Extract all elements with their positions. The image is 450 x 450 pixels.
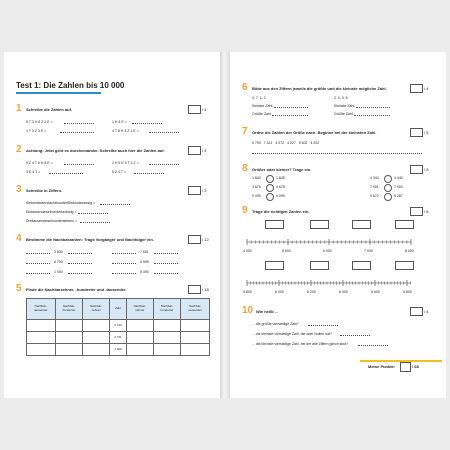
table-cell[interactable] (27, 320, 56, 332)
task-1-item-3: 1 T 3 Z 3 E = (26, 129, 47, 133)
table-cell[interactable] (153, 344, 181, 356)
task-7-score: / 5 (424, 130, 429, 135)
task-4-item-4: 4 999 (140, 260, 149, 264)
task-3-score: / 3 (202, 188, 207, 193)
task-4-successor-4[interactable] (154, 263, 178, 264)
compare-left: 5 672 (370, 194, 379, 198)
task-6-label-2: Kleinste Zahl: (334, 104, 356, 108)
task-1-item-2: 1 H 4 E = (112, 120, 127, 124)
table-cell[interactable] (126, 332, 153, 344)
task-1-answer-3[interactable] (60, 132, 94, 133)
task-10-text: Wie heißt ... (256, 309, 279, 314)
table-cell[interactable] (83, 320, 110, 332)
table-cell[interactable] (83, 344, 110, 356)
numberline-2-label: 6 400 (339, 290, 348, 294)
task-4-predecessor-4[interactable] (112, 263, 136, 264)
task-3-answer-3[interactable] (80, 222, 110, 223)
task-10-answer-1[interactable] (308, 325, 338, 326)
task-10-score-box[interactable] (410, 307, 423, 316)
task-6-set-1: 4, 7, 1, 2 (252, 96, 266, 100)
task-9-score: / 8 (424, 209, 429, 214)
table-row (27, 332, 210, 344)
task-3-item-3: Dreitausendzweihundertsieben = (26, 219, 78, 223)
task-5-score-box[interactable] (188, 285, 201, 294)
task-2-answer-2[interactable] (149, 164, 179, 165)
task-1-answer-2[interactable] (132, 123, 162, 124)
table-cell[interactable] (27, 332, 56, 344)
task-4-item-5: 1 000 (54, 270, 63, 274)
task-4-predecessor-3[interactable] (26, 263, 50, 264)
task-4-predecessor-2[interactable] (112, 253, 136, 254)
table-header: Nachbar- hunderter (153, 299, 181, 320)
task-4-item-2: 7 651 (140, 250, 149, 254)
task-4-number: 4 (16, 233, 22, 244)
table-header: Nachbar- zehner (126, 299, 153, 320)
table-cell[interactable] (126, 344, 153, 356)
task-10-score: / 4 (424, 309, 429, 314)
task-10-question-1: ... die größte vierstellige Zahl? (252, 322, 299, 326)
task-2-item-1: 9 Z 4 T 6 H 8 E = (26, 161, 53, 165)
numberline-2-label: 6 200 (307, 290, 316, 294)
task-8-score: / 6 (424, 167, 429, 172)
task-2-item-2: 2 H 5 E 9 T 3 Z = (112, 161, 139, 165)
task-4-text: Bestimme die Nachbarzahlen: Trage Vorgänger und Nachfolger ein. (26, 237, 154, 242)
task-4-item-1: 3 830 (54, 250, 63, 254)
task-2-score: / 4 (202, 148, 207, 153)
task-4-score: / 12 (202, 237, 209, 242)
numberline-2-label: 5 800 (243, 290, 252, 294)
numberlines (230, 52, 446, 398)
task-1-number: 1 (16, 103, 22, 114)
task-2-text: Achtung: Jetzt geht es durcheinander. Schreibe auch hier die Zahlen auf. (26, 148, 165, 153)
task-1-text: Schreibe die Zahlen auf. (26, 107, 73, 112)
task-6-number: 6 (242, 82, 248, 93)
task-10-answer-3[interactable] (358, 345, 388, 346)
table-cell[interactable] (83, 332, 110, 344)
task-10-number: 10 (242, 305, 254, 316)
table-cell[interactable] (153, 332, 181, 344)
compare-right: 7 900 (394, 185, 403, 189)
task-9-number: 9 (242, 205, 248, 216)
table-cell[interactable] (181, 332, 210, 344)
task-4-successor-5[interactable] (68, 273, 92, 274)
numberline-1-label: 7 000 (364, 249, 373, 253)
numberline-2-label: 6 000 (275, 290, 284, 294)
compare-left: 3 876 (252, 185, 261, 189)
task-2-item-3: 3 E 4 T = (26, 170, 41, 174)
task-4-predecessor-5[interactable] (26, 273, 50, 274)
task-5-score: / 18 (202, 287, 209, 292)
table-cell[interactable] (181, 320, 210, 332)
task-4-predecessor-6[interactable] (112, 273, 136, 274)
task-6-label-4: Größte Zahl: (334, 112, 354, 116)
table-cell[interactable] (27, 344, 56, 356)
task-1-score: / 4 (202, 107, 207, 112)
table-cell[interactable] (55, 344, 83, 356)
footer-label: Meine Punkte: (368, 364, 396, 369)
compare-right: 1 845 (276, 176, 285, 180)
table-header: Nachbar- tausender (181, 299, 210, 320)
task-4-successor-2[interactable] (154, 253, 178, 254)
table-cell-number: 1 369 (109, 344, 126, 356)
task-2-number: 2 (16, 144, 22, 155)
task-3-answer-2[interactable] (78, 213, 108, 214)
task-1-item-1: 5 T 3 H 8 Z 2 E = (26, 120, 53, 124)
total-score-box[interactable] (400, 362, 411, 372)
task-4-successor-1[interactable] (68, 253, 92, 254)
task-1-answer-1[interactable] (64, 123, 94, 124)
table-row (27, 320, 210, 332)
task-3-text: Schreibe in Ziffern. (26, 188, 63, 193)
task-2-answer-3[interactable] (49, 173, 83, 174)
table-header: Nachbar- zehner (83, 299, 110, 320)
numberline-2-label: 6 600 (371, 290, 380, 294)
left-page (4, 52, 220, 398)
task-8-number: 8 (242, 163, 248, 174)
task-1-score-box[interactable] (188, 105, 201, 114)
task-3-answer-1[interactable] (100, 204, 130, 205)
task-4-score-box[interactable] (188, 235, 201, 244)
table-cell[interactable] (55, 332, 83, 344)
numberline-2-answer-box[interactable] (352, 261, 371, 270)
numberline-1-label: 5 000 (282, 249, 291, 253)
task-6-score: / 4 (424, 86, 429, 91)
numberline-2 (247, 280, 411, 286)
task-5-text: Finde die Nachbarzehner, -hunderter und -tausender. (26, 287, 127, 292)
table-cell-number: 3 743 (109, 320, 126, 332)
task-4-item-3: 6 700 (54, 260, 63, 264)
task-2-answer-1[interactable] (64, 164, 94, 165)
table-cell[interactable] (126, 320, 153, 332)
task-6-text: Bilde aus den Ziffern jeweils die größte und die kleinste mögliche Zahl. (252, 86, 387, 91)
compare-left: 9 090 (252, 194, 261, 198)
task-3-number: 3 (16, 184, 22, 195)
task-9-text: Trage die richtigen Zahlen ein. (252, 209, 310, 214)
numberline-1 (247, 239, 411, 245)
compare-right: 4 678 (276, 185, 285, 189)
task-10-answer-2[interactable] (340, 335, 370, 336)
task-10-question-2: ... die kleinste vierstellige Zahl, die zwei Nullen hat? (252, 332, 332, 336)
table-cell[interactable] (181, 344, 210, 356)
compare-left: 7 901 (370, 185, 379, 189)
task-4-successor-3[interactable] (68, 263, 92, 264)
task-1-answer-4[interactable] (149, 132, 179, 133)
neighbor-table (26, 298, 210, 356)
numberline-2-answer-box[interactable] (265, 261, 284, 270)
numberline-1-label: 4 000 (243, 249, 252, 253)
task-2-score-box[interactable] (188, 146, 201, 155)
task-2-item-4: 5 Z 4 T = (112, 170, 126, 174)
task-6-label-3: Größte Zahl: (252, 112, 272, 116)
table-cell[interactable] (153, 320, 181, 332)
numberline-1-label: 6 000 (323, 249, 332, 253)
numberline-2-answer-box[interactable] (395, 261, 414, 270)
task-8-text: Größer oder kleiner? Trage ein. (252, 167, 312, 172)
task-6-set-2: 2, 0, 9, 5 (334, 96, 348, 100)
page-title: Test 1: Die Zahlen bis 10 000 (16, 81, 125, 90)
right-page (230, 52, 446, 398)
task-6-label-1: Kleinste Zahl: (252, 104, 274, 108)
compare-left: 4 344 (370, 176, 379, 180)
numberline-1-label: 8 000 (405, 249, 414, 253)
total-score: / 68 (412, 364, 419, 369)
task-4-predecessor-1[interactable] (26, 253, 50, 254)
compare-left: 1 840 (252, 176, 261, 180)
task-4-item-6: 8 490 (140, 270, 149, 274)
task-7-numbers: 5 790 7 421 4 072 4 027 5 602 4 202 (252, 141, 320, 145)
task-7-number: 7 (242, 126, 248, 137)
compare-right: 4 440 (394, 176, 403, 180)
table-row (27, 344, 210, 356)
table-header: Zahl (109, 299, 126, 320)
task-10-question-3: ... die kleinste vierstellige Zahl, bei der alle Ziffern gleich sind? (252, 342, 349, 346)
table-header-row (27, 299, 210, 320)
table-header: Nachbar- hunderter (55, 299, 83, 320)
table-cell-number: 4 721 (109, 332, 126, 344)
task-3-item-2: Eintausendzweihundertachtzig = (26, 210, 77, 214)
numberline-2-label: 6 800 (403, 290, 412, 294)
table-header: Nachbar- tausender (27, 299, 56, 320)
book-fold (220, 52, 230, 398)
task-2-answer-4[interactable] (134, 173, 164, 174)
table-cell[interactable] (55, 320, 83, 332)
title-underline (16, 92, 101, 94)
task-3-score-box[interactable] (188, 186, 201, 195)
task-5-number: 5 (16, 283, 22, 294)
compare-right: 5 267 (394, 194, 403, 198)
task-3-item-1: Siebentausendachthundertfünfundzwanzig = (26, 201, 96, 205)
task-4-successor-6[interactable] (154, 273, 178, 274)
numberline-2-answer-box[interactable] (310, 261, 329, 270)
compare-right: 9 099 (276, 194, 285, 198)
task-7-text: Ordne die Zahlen der Größe nach. Beginne bei der kleinsten Zahl. (252, 130, 377, 135)
task-1-item-4: 4 T 8 H 3 Z 1 E = (112, 129, 139, 133)
